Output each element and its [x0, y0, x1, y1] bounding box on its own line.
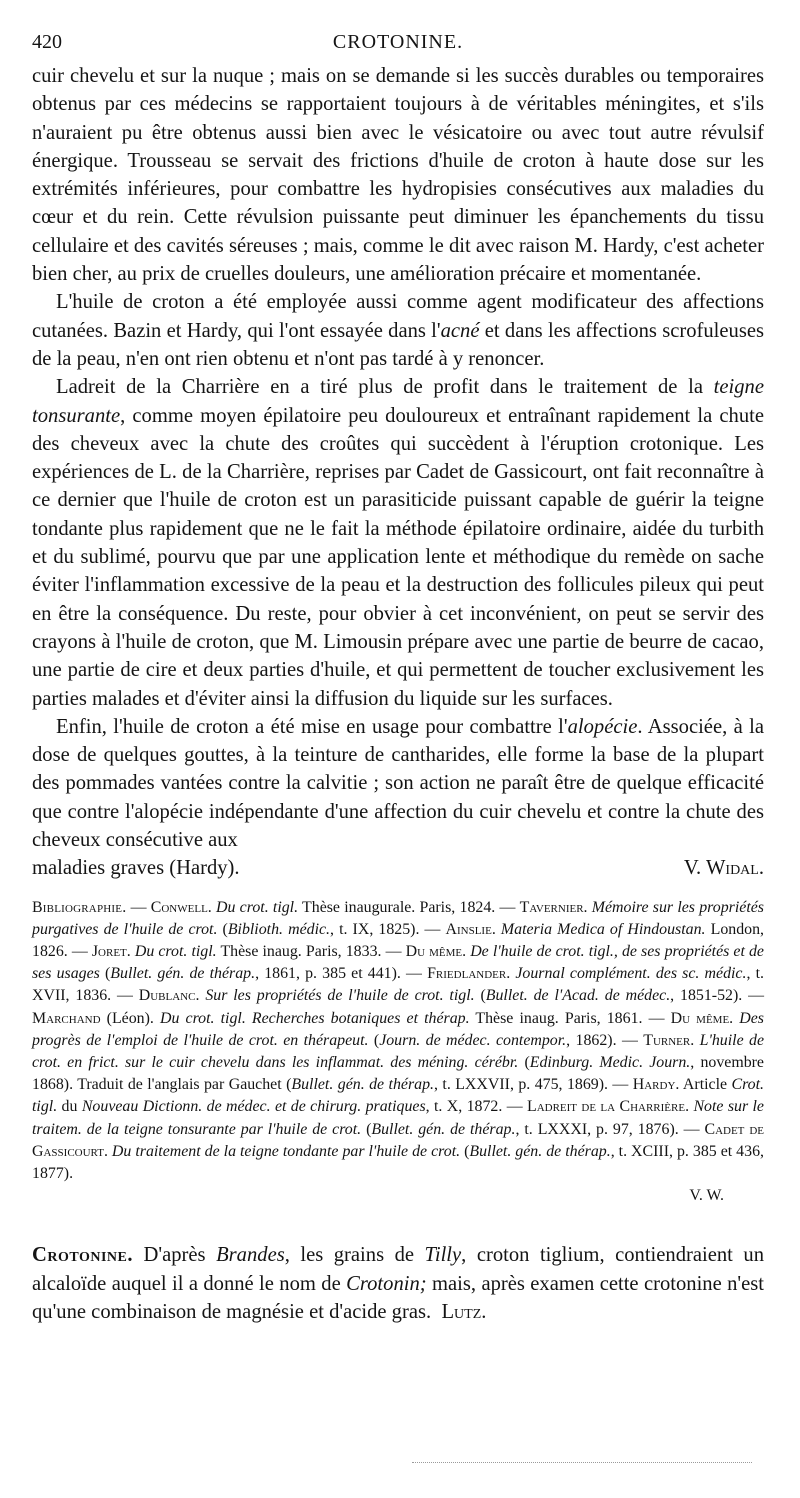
bibliography-title: Du crot. tigl. [216, 898, 299, 916]
bibliography-text: ( [518, 1054, 530, 1072]
bibliography-text: , 1861, p. 385 et 441). — [255, 965, 428, 983]
bibliography-text: , t. IX, 1825). — [330, 920, 446, 938]
bibliography-text: ( [99, 965, 111, 983]
bibliography-title: Note sur le traitem. de la teigne tonsurante par l'huile de crot. [32, 1098, 764, 1138]
bibliography-title: Bullet. de l'Acad. de médec. [485, 987, 671, 1005]
bibliography-text: — [126, 898, 151, 916]
paragraph-4-last-line [32, 854, 764, 882]
bibliography-text: (Léon). [100, 1009, 160, 1027]
bibliography-title: Sur les propriétés de l'huile de crot. tigl. [205, 987, 475, 1005]
article2-text-1: D'après [133, 1244, 217, 1267]
bibliography-text: , novembre 1868). Traduit de l'anglais par Gauchet ( [32, 1054, 764, 1094]
paragraph-3-text-a: Ladreit de la Charrière en a tiré plus de profit dans le traitement de la [56, 376, 714, 399]
article2-text-4: mais, après examen cette crotonine n'est qu'une combinaison de magnésie et d'acide gras. [32, 1272, 764, 1323]
bibliography-author: Du même. [405, 943, 467, 961]
bibliography-author: Turner. [643, 1031, 695, 1049]
bibliography-author: Du même. [670, 1009, 734, 1027]
article-body [32, 62, 764, 883]
term-crotonin: Crotonin; [346, 1272, 427, 1295]
article2-signature: Lutz. [441, 1300, 487, 1323]
book-page [32, 28, 764, 1326]
bibliography-text: Article [679, 1076, 732, 1094]
bibliography-text: ( [361, 1120, 372, 1138]
bibliography-text: , 1862). — [566, 1031, 644, 1049]
bibliography-title: Bullet. gén. de thérap. [371, 1120, 516, 1138]
article2-text-3: , croton tiglium, contiendraient un alcaloïde auquel il a donné le nom de [32, 1244, 764, 1295]
name-brandes: Brandes [216, 1244, 285, 1267]
bibliography-text: ( [460, 1142, 470, 1160]
paragraph-4-text-b: . Associée, à la dose de quelques gouttes, à la teinture de cantharides, elle forme la base de la plupart des pommades vantées contre la calvitie ; son action ne paraît être de quelque efficacité que contre l'alopécie indépendante d'une affection du cuir chevelu et contre la chute des cheveux consécutive aux [32, 715, 764, 852]
bibliography-title: Nouveau Dictionn. de médec. et de chirurg. pratiques [81, 1098, 426, 1116]
bibliography-title: Edinburg. Medic. Journ. [529, 1054, 691, 1072]
article-crotonine [32, 1241, 764, 1326]
bibliography-author: Marchand [32, 1009, 101, 1027]
page-number: 420 [32, 31, 62, 53]
name-tilly: Tilly [424, 1244, 462, 1267]
bibliography [32, 897, 764, 1186]
paragraph-4-ending: maladies graves (Hardy). [32, 857, 240, 880]
bibliography-text: , t. XVII, 1836. — [32, 965, 764, 1005]
bibliography-title: Crot. tigl. [32, 1076, 765, 1116]
bibliography-text: du [57, 1098, 82, 1116]
bibliography-entries [32, 899, 764, 1182]
bibliography-title: Materia Medica of Hindoustan. [500, 920, 706, 938]
bibliography-author: Tavernier. [519, 898, 588, 916]
bibliography-text: Thèse inaugurale. Paris, 1824. — [298, 898, 520, 916]
bibliography-text: , t. X, 1872. — [425, 1098, 527, 1116]
footer-rule [412, 1462, 752, 1463]
bibliography-title: Bullet. gén. de thérap. [291, 1076, 434, 1094]
bibliography-author: Joret. [91, 943, 131, 961]
bibliography-title: L'huile de crot. en frict. sur le cuir chevelu dans les inflammat. des méning. cérébr. [32, 1031, 765, 1072]
bibliography-text: ( [368, 1031, 380, 1049]
bibliography-title: Biblioth. médic. [227, 920, 331, 938]
bibliography-text: Thèse inaug. Paris, 1861. — [469, 1009, 671, 1027]
bibliography-author: Conwell. [150, 898, 212, 916]
paragraph-2 [32, 288, 764, 373]
bibliography-title: Bullet. gén. de thérap. [110, 965, 256, 983]
bibliography-title: Journ. de médec. contempor. [379, 1031, 567, 1049]
headword: Crotonine. [32, 1244, 134, 1267]
bibliography-title: Mémoire sur les propriétés purgatives de l'huile de crot. [32, 898, 764, 938]
term-teigne: teigne tonsurante [32, 376, 764, 427]
paragraph-2-text-a: L'huile de croton a été employée aussi comme agent modificateur des affections cutanées. Bazin et Hardy, qui l'ont essayée dans l' [32, 291, 764, 342]
page-header [32, 28, 764, 62]
bibliography-author: Ainslie. [445, 920, 496, 938]
bibliography-text: ( [474, 987, 486, 1005]
bibliography-title: De l'huile de crot. tigl., de ses propriétés et de ses usages [32, 943, 764, 983]
term-acne: acné [440, 319, 480, 342]
bibliography-author: Friedlander. [427, 965, 511, 983]
bibliography-title: Des progrès de l'emploi de l'huile de crot. en thérapeut. [32, 1009, 764, 1049]
bibliography-text: , t. XCIII, p. 385 et 436, 1877). [32, 1142, 764, 1183]
bibliography-text: Thèse inaug. Paris, 1833. — [216, 943, 406, 961]
paragraph-3-text-b: , comme moyen épilatoire peu douloureux et entraînant rapidement la chute des cheveux avec la chute des croûtes qui succèdent à l'éruption crotonique. Les expériences de L. de la Charrière, reprises par Cadet de Gassicourt, ont fait reconnaître à ce dernier que l'huile de croton est un parasiticide puissant capable de guérir la teigne tondante plus rapidement que ne le fait la méthode épilatoire ordinaire, aidée du turbith et du sublimé, pourvu que par une application lente et méthodique du remède on sache éviter l'inflammation excessive de la peau et la destruction des follicules pileux qui peut en être la conséquence. Du reste, pour obvier à cet inconvénient, on peut se servir des crayons à l'huile de croton, que M. Limousin prépare avec une partie de beurre de cacao, une partie de cire et deux parties d'huile, et qui permettent de toucher exclusivement les parties malades et d'éviter ainsi la diffusion du liquide sur les surfaces. [32, 404, 764, 710]
bibliography-title: Du crot. tigl. [134, 943, 217, 961]
bibliography-text: , t. LXXXI, p. 97, 1876). — [515, 1120, 705, 1138]
bibliography-author: Hardy. [632, 1076, 680, 1094]
paragraph-1: cuir chevelu et sur la nuque ; mais on se demande si les succès durables ou temporaires obtenus par ces médecins se rapportaient toujours à de véritables méningites, et s'ils n'auraient pu être obtenus aussi bien avec le vésicatoire ou avec tout autre révulsif énergique. Trousseau se servait des frictions d'huile de croton à haute dose sur les extrémités inférieures, pour combattre les hydropisies consécutives aux maladies du cœur et du rein. Cette révulsion puissante peut diminuer les épanchements du tissu cellulaire et des cavités séreuses ; mais, comme le dit avec raison M. Hardy, c'est acheter bien cher, au prix de cruelles douleurs, une amélioration précaire et momentanée. [32, 65, 764, 286]
bibliography-text: ( [217, 920, 228, 938]
paragraph-3 [32, 373, 764, 713]
paragraph-4 [32, 713, 764, 854]
bibliography-lead: Bibliographie. [32, 898, 127, 916]
bibliography-text: London, 1826. — [32, 920, 765, 961]
term-alopecie: alopécie [567, 715, 638, 738]
bibliography-title: Du crot. tigl. Recherches botaniques et thérap. [159, 1009, 470, 1027]
bibliography-signature: V. W. [689, 1187, 724, 1205]
bibliography-title: Bullet. gén. de thérap. [469, 1142, 611, 1160]
bibliography-author: Ladreit de la Charrière. [526, 1098, 690, 1116]
bibliography-author: Cadet de Gassicourt. [32, 1120, 764, 1160]
author-signature: V. Widal. [683, 857, 764, 880]
article2-text-2: , les grains de [284, 1244, 425, 1267]
bibliography-author: Dublanc. [138, 987, 200, 1005]
bibliography-title: Du traitement de la teigne tondante par l'huile de crot. [111, 1142, 461, 1160]
running-title: CROTONINE. [332, 31, 464, 53]
bibliography-text: , t. LXXVII, p. 475, 1869). — [434, 1076, 633, 1094]
bibliography-title: Journal complément. des sc. médic. [515, 965, 747, 983]
bibliography-text: , 1851-52). — [670, 987, 765, 1005]
paragraph-4-text-a: Enfin, l'huile de croton a été mise en usage pour combattre l' [56, 715, 568, 738]
paragraph-2-text-b: et dans les affections scrofuleuses de la peau, n'en ont rien obtenu et n'ont pas tardé à y renoncer. [32, 319, 764, 370]
